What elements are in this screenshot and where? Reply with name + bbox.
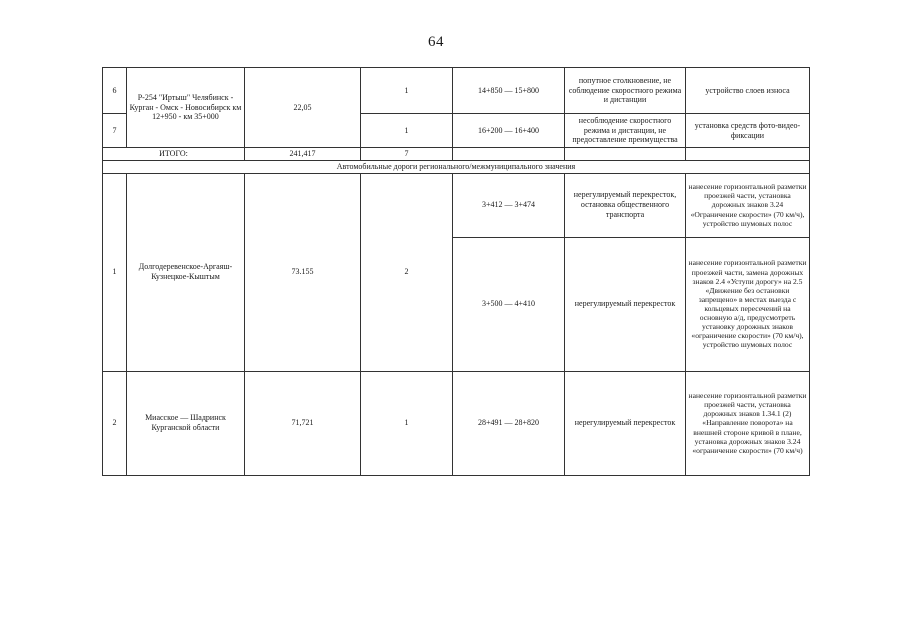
road-length-cell: 73.155 bbox=[245, 173, 361, 371]
total-length: 241,417 bbox=[245, 148, 361, 161]
measures-cell: устройство слоев износа bbox=[686, 68, 810, 114]
section-km-cell: 3+500 — 4+410 bbox=[453, 237, 565, 371]
reason-cell: попутное столкновение, не соблюдение скоростного режима и дистанции bbox=[565, 68, 686, 114]
row-number-cell: 7 bbox=[103, 114, 127, 148]
road-length-cell: 71,721 bbox=[245, 371, 361, 475]
table-row bbox=[103, 371, 810, 475]
accident-count-cell: 2 bbox=[361, 173, 453, 371]
accident-count-cell: 1 bbox=[361, 68, 453, 114]
section-header-row bbox=[103, 160, 810, 173]
section-km-cell: 16+200 — 16+400 bbox=[453, 114, 565, 148]
table-row bbox=[103, 173, 810, 237]
measures-cell: нанесение горизонтальной разметки проезжей части, замена дорожных знаков 2.4 «Уступи дорогу» на 2.5 «Движение без остановки запрещено» в местах выезда с кольцевых пересечений на основную а/д, предусмотреть установку дорожных знаков «ограничение скорости» (70 км/ч), устройство шумовых полос bbox=[686, 237, 810, 371]
row-number-cell: 1 bbox=[103, 173, 127, 371]
total-label: ИТОГО: bbox=[103, 148, 245, 161]
section-km-cell: 28+491 — 28+820 bbox=[453, 371, 565, 475]
section-km-cell: 14+850 — 15+800 bbox=[453, 68, 565, 114]
accident-count-cell: 1 bbox=[361, 114, 453, 148]
row-number-cell: 2 bbox=[103, 371, 127, 475]
section-km-cell: 3+412 — 3+474 bbox=[453, 173, 565, 237]
road-name-cell: Р-254 "Иртыш" Челябинск - Курган - Омск - Новосибирск км 12+950 - км 35+000 bbox=[127, 68, 245, 148]
measures-cell: нанесение горизонтальной разметки проезжей части, установка дорожных знаков 3.24 «Ограничение скорости» (70 км/ч), устройство шумовых полос bbox=[686, 173, 810, 237]
reason-cell: несоблюдение скоростного режима и дистанции, не предоставление преимущества bbox=[565, 114, 686, 148]
reason-cell: нерегулируемый перекресток bbox=[565, 371, 686, 475]
accident-count-cell: 1 bbox=[361, 371, 453, 475]
row-number-cell: 6 bbox=[103, 68, 127, 114]
measures-cell: установка средств фото-видео-фиксации bbox=[686, 114, 810, 148]
total-count: 7 bbox=[361, 148, 453, 161]
reason-cell: нерегулируемый перекресток bbox=[565, 237, 686, 371]
road-name-cell: Миасское — Шадринск Курганской области bbox=[127, 371, 245, 475]
page-number: 64 bbox=[428, 34, 444, 50]
road-length-cell: 22,05 bbox=[245, 68, 361, 148]
accident-sites-table bbox=[102, 67, 810, 476]
measures-cell: нанесение горизонтальной разметки проезжей части, установка дорожных знаков 1.34.1 (2) «Направление поворота» на внешней стороне кривой в плане, установка дорожных знаков 3.24 «ограничение скорости» (70 км/ч) bbox=[686, 371, 810, 475]
total-row bbox=[103, 148, 810, 161]
section-header: Автомобильные дороги регионального/межмуниципального значения bbox=[103, 160, 810, 173]
table-row bbox=[103, 68, 810, 114]
road-name-cell: Долгодеревенское-Аргаяш-Кузнецкое-Кыштым bbox=[127, 173, 245, 371]
reason-cell: нерегулируемый перекресток, остановка общественного транспорта bbox=[565, 173, 686, 237]
